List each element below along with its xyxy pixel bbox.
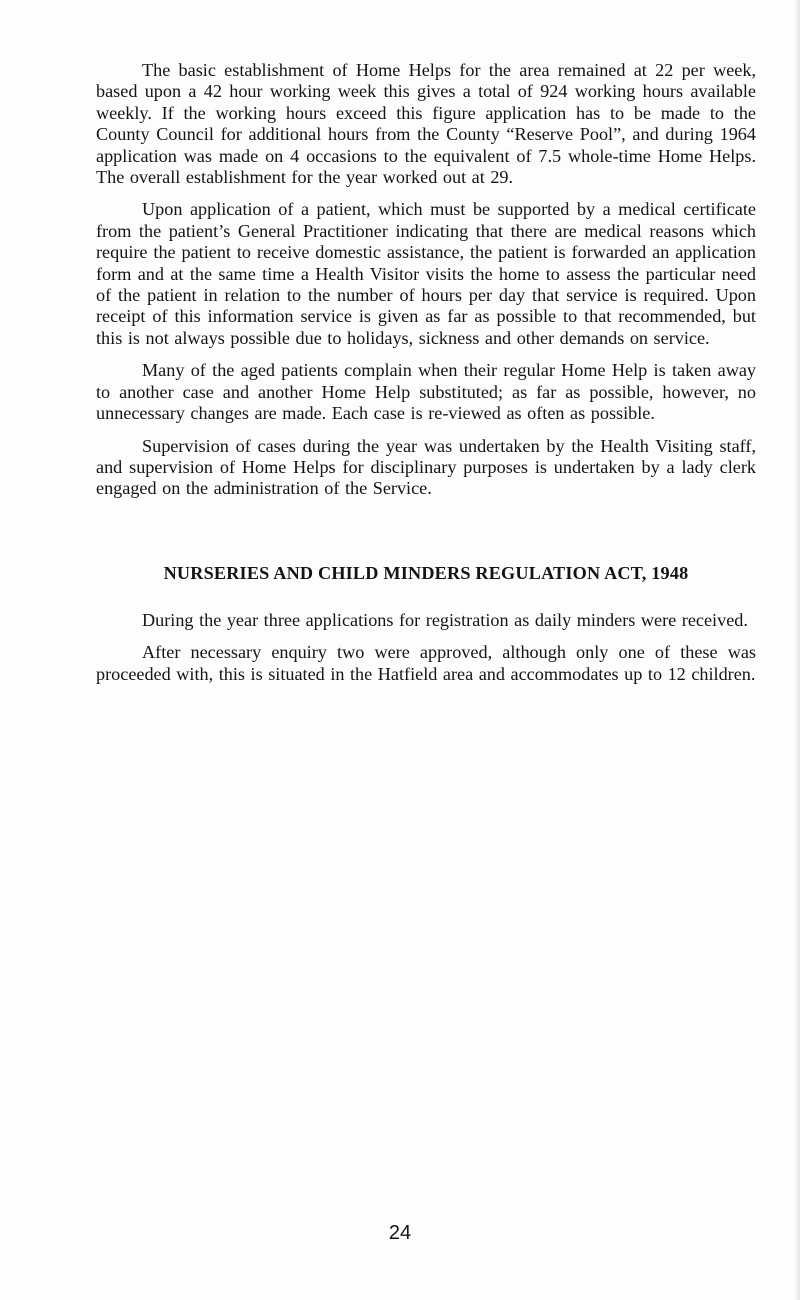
paragraph-patient-application: Upon application of a patient, which must be supported by a medical certificate from the patient’s General Practitioner indicating that there are medical reasons which require the patient to receive domestic assistance, the patient is forwarded an application form and at the same time a Health Visitor visits the home to assess the particular need of the patient in relation to the number of hours per day that service is required. Upon receipt of this information service is given as far as possible to that recommended, but this is not always possible due to holidays, sickness and other demands on service. xyxy=(96,199,756,348)
page-edge-shadow xyxy=(794,0,800,1300)
paragraph-enquiry-approved: After necessary enquiry two were approved, although only one of these was proceeded with, this is situated in the Hatfield area and accommodates up to 12 children. xyxy=(96,642,756,684)
paragraph-aged-patients: Many of the aged patients complain when their regular Home Help is taken away to another case and another Home Help substituted; as far as possible, however, no unnecessary changes are made. Each case is re-viewed as often as possible. xyxy=(96,360,756,424)
page-number: 24 xyxy=(388,1222,412,1244)
paragraph-applications-received: During the year three applications for registration as daily minders were received. xyxy=(142,609,748,630)
paragraph-home-help-establishment: The basic establishment of Home Helps for the area remained at 22 per week, based upon a 42 hour working week this gives a total of 924 working hours available weekly. If the working hours exceed this figure application has to be made to the County Council for additional hours from the County “Reserve Pool”, and during 1964 application was made on 4 occasions to the equivalent of 7.5 whole-time Home Helps. The overall establishment for the year worked out at 29. xyxy=(96,60,756,188)
section-heading: NURSERIES AND CHILD MINDERS REGULATION ACT, 1948 xyxy=(163,562,689,583)
paragraph-supervision: Supervision of cases during the year was undertaken by the Health Visiting staff, and supervision of Home Helps for disciplinary purposes is undertaken by a lady clerk engaged on the administration of the Service. xyxy=(96,435,756,499)
text-column xyxy=(96,60,756,696)
